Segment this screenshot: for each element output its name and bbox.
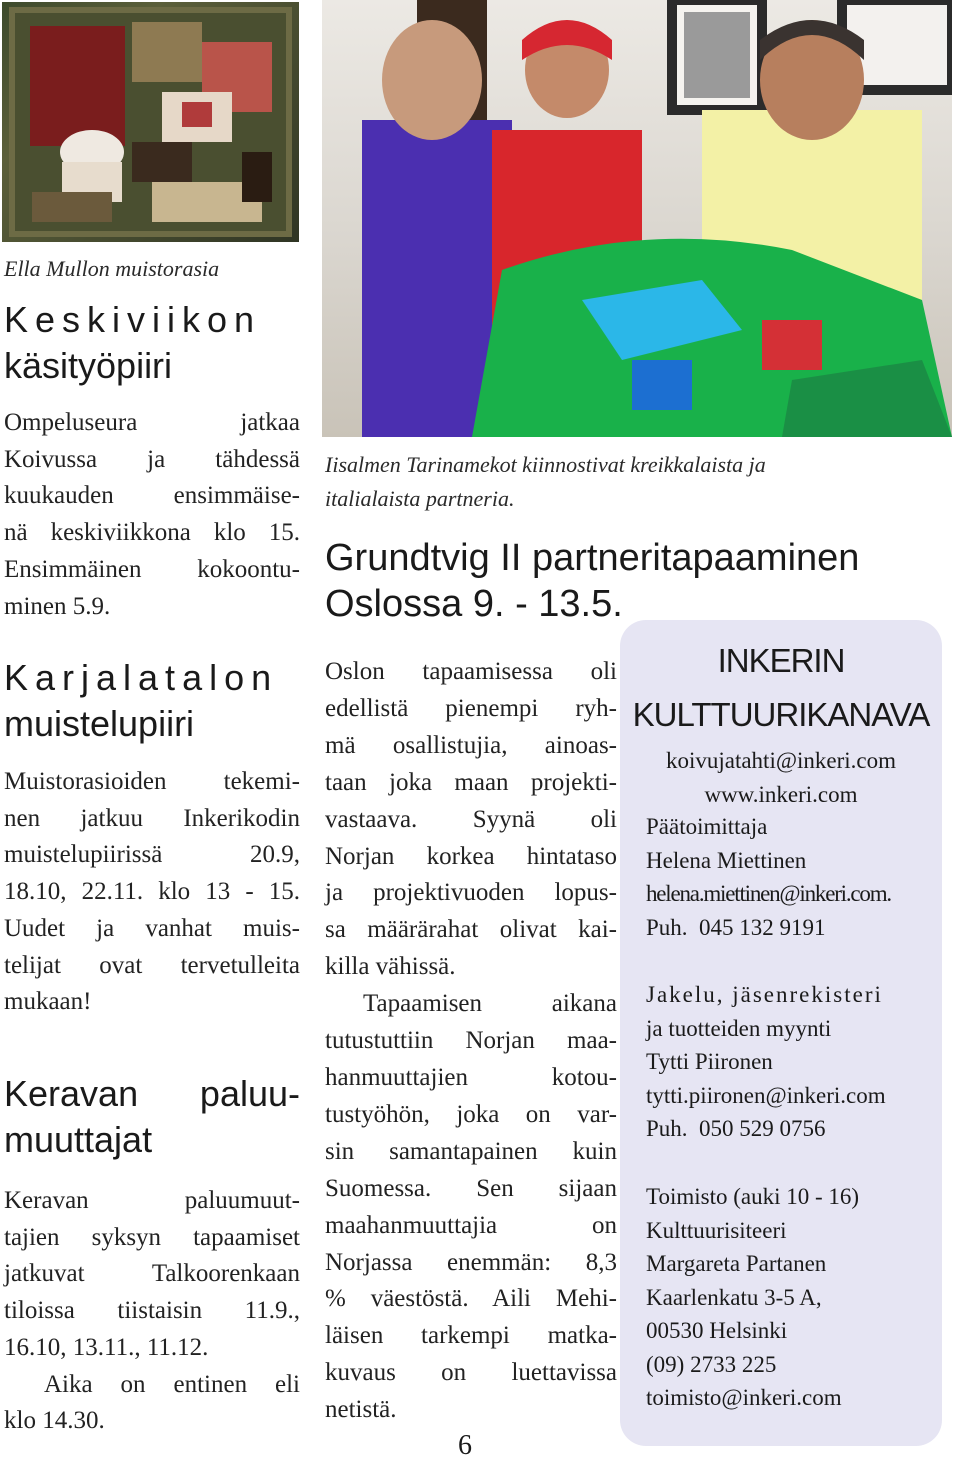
s3-line: jatkuvat Talkoorenkaan bbox=[4, 1260, 300, 1288]
memory-box-illustration bbox=[2, 2, 299, 242]
distribution-role: Jakelu, jäsenrekisteri bbox=[646, 982, 883, 1007]
info-box bbox=[620, 620, 942, 1446]
article-line: edellistä pienempi ryh- bbox=[325, 694, 617, 722]
section-3-title-line-1: Keravan paluu- bbox=[4, 1073, 300, 1114]
page-number: 6 bbox=[458, 1430, 472, 1461]
distribution-email[interactable]: tytti.piironen@inkeri.com bbox=[646, 1082, 886, 1108]
s1-line: Koivussa ja tähdessä bbox=[4, 445, 300, 473]
article-line: läisen tarkempi matka- bbox=[325, 1322, 617, 1350]
group-caption-line-1: Iisalmen Tarinamekot kiinnostivat kreikkalaista ja bbox=[325, 452, 766, 477]
s3-line: tajien syksyn tapaamiset bbox=[4, 1223, 300, 1251]
article-title-line-2: Oslossa 9. - 13.5. bbox=[325, 583, 623, 625]
article-body bbox=[325, 654, 617, 1429]
editor-name: Helena Miettinen bbox=[646, 847, 807, 873]
s2-line: 18.10, 22.11. klo 13 - 15. bbox=[4, 878, 300, 906]
info-box-contact bbox=[620, 744, 942, 811]
office-city: 00530 Helsinki bbox=[646, 1318, 788, 1343]
article-line: Oslon tapaamisessa oli bbox=[325, 658, 617, 685]
article-line: ja projektivuoden lopus- bbox=[325, 879, 617, 907]
section-3-title-line-2: muuttajat bbox=[4, 1119, 153, 1160]
section-1-title-line-2: käsityöpiiri bbox=[4, 345, 173, 386]
office-phone: (09) 2733 225 bbox=[646, 1351, 777, 1377]
article-line: Norjassa enemmän: 8,3 bbox=[325, 1248, 617, 1276]
s3-line: Aika on entinen eli bbox=[44, 1370, 300, 1398]
group-caption-line-2: italialaista partneria. bbox=[325, 486, 515, 511]
group-illustration bbox=[322, 0, 952, 437]
info-box-editor bbox=[646, 810, 891, 944]
info-box-title-2: KULTTUURIKANAVA bbox=[632, 696, 930, 733]
s1-line: Ensimmäinen kokoontu- bbox=[4, 555, 300, 583]
s1-line: kuukauden ensimmäise- bbox=[4, 482, 300, 510]
editor-email[interactable]: helena.miettinen@inkeri.com. bbox=[646, 881, 891, 906]
section-2-title-line-1: Karjalatalon bbox=[4, 657, 279, 698]
article-line: hanmuuttajien kotou- bbox=[325, 1063, 617, 1091]
s3-line: tiloissa tiistaisin 11.9., bbox=[4, 1297, 300, 1325]
info-box-distribution bbox=[646, 978, 886, 1146]
article-line: maahanmuuttajia on bbox=[325, 1211, 617, 1239]
distribution-phone: Puh. 050 529 0756 bbox=[646, 1116, 826, 1141]
office-role: Kulttuurisiteeri bbox=[646, 1217, 787, 1243]
editor-phone: Puh. 045 132 9191 bbox=[646, 914, 826, 940]
section-2-body bbox=[4, 764, 300, 1021]
article-line: taan joka maan projekti- bbox=[325, 768, 617, 796]
group-photo bbox=[322, 0, 952, 437]
s3-line: 16.10, 13.11., 11.12. bbox=[4, 1333, 209, 1361]
article-line: Norjan korkea hintataso bbox=[325, 842, 617, 870]
article-line: tutustuttiin Norjan maa- bbox=[325, 1027, 617, 1055]
s2-line: nen jatkuu Inkerikodin bbox=[4, 804, 300, 832]
article-line: Tapaamisen aikana bbox=[363, 990, 617, 1018]
distribution-role-2: ja tuotteiden myynti bbox=[646, 1015, 832, 1041]
s1-line: minen 5.9. bbox=[4, 592, 111, 620]
s1-line: nä keskiviikkona klo 15. bbox=[4, 519, 300, 547]
article-line: killa vähissä. bbox=[325, 953, 456, 981]
box-photo-caption: Ella Mullon muistorasia bbox=[4, 256, 220, 281]
office-street: Kaarlenkatu 3-5 A, bbox=[646, 1284, 822, 1310]
group-photo-caption bbox=[325, 448, 945, 516]
article-line: Suomessa. Sen sijaan bbox=[325, 1174, 617, 1202]
article-line: sin samantapainen kuin bbox=[325, 1137, 617, 1165]
s3-line: klo 14.30. bbox=[4, 1407, 105, 1435]
section-2-title-line-2: muistelupiiri bbox=[4, 703, 195, 744]
s1-line: Ompeluseura jatkaa bbox=[4, 409, 300, 436]
article-line: tustyöhön, joka on var- bbox=[325, 1100, 617, 1128]
memory-box-photo bbox=[2, 2, 299, 242]
article-line: mä osallistujia, ainoas- bbox=[325, 731, 617, 759]
distribution-name: Tytti Piironen bbox=[646, 1049, 773, 1074]
s2-line: muistelupiirissä 20.9, bbox=[4, 841, 300, 869]
editor-role: Päätoimittaja bbox=[646, 814, 768, 839]
office-name: Margareta Partanen bbox=[646, 1251, 827, 1276]
s2-line: mukaan! bbox=[4, 988, 92, 1016]
contact-website[interactable]: www.inkeri.com bbox=[704, 781, 858, 807]
contact-email[interactable]: koivujatahti@inkeri.com bbox=[665, 748, 897, 773]
article-line: sa määrärahat olivat kai- bbox=[325, 916, 617, 944]
info-box-office bbox=[646, 1180, 859, 1415]
article-line: vastaava. Syynä oli bbox=[325, 805, 617, 833]
s3-line: Keravan paluumuut- bbox=[4, 1187, 300, 1214]
info-box-title-1: INKERIN bbox=[717, 642, 845, 679]
section-1-body bbox=[4, 405, 300, 625]
s2-line: Muistorasioiden tekemi- bbox=[4, 768, 300, 795]
s2-line: Uudet ja vanhat muis- bbox=[4, 914, 300, 942]
article-line: kuvaus on luettavissa bbox=[325, 1359, 617, 1387]
section-1-title-line-1: Keskiviikon bbox=[4, 299, 262, 340]
office-email[interactable]: toimisto@inkeri.com bbox=[646, 1385, 842, 1410]
s2-line: telijat ovat tervetulleita bbox=[4, 951, 300, 979]
article-title-line-1: Grundtvig II partneritapaaminen bbox=[325, 537, 860, 579]
section-3-body bbox=[4, 1183, 300, 1440]
office-hours: Toimisto (auki 10 - 16) bbox=[646, 1184, 860, 1209]
article-line: % väestöstä. Aili Mehi- bbox=[325, 1285, 617, 1313]
article-line: netistä. bbox=[325, 1396, 397, 1424]
